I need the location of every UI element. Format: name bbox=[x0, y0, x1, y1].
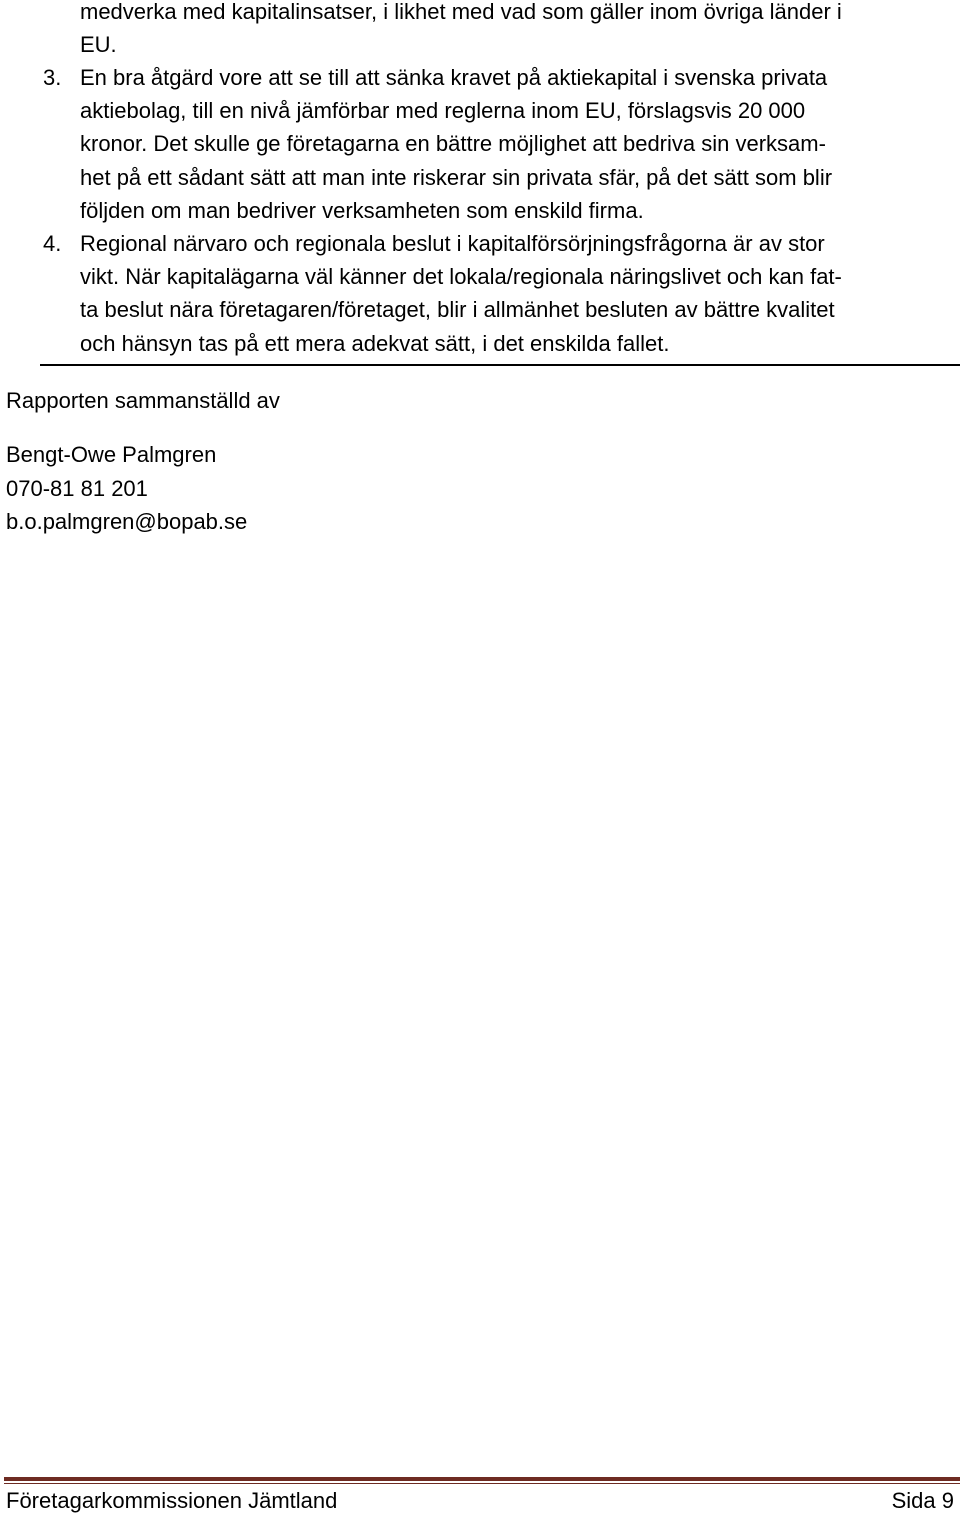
paragraph-line: aktiebolag, till en nivå jämförbar med reglerna inom EU, förslagsvis 20 000 bbox=[80, 98, 806, 123]
paragraph-line: het på ett sådant sätt att man inte riskerar sin privata sfär, på det sätt som blir bbox=[80, 165, 833, 190]
paragraph-line: vikt. När kapitalägarna väl känner det lokala/regionala näringslivet och kan fat- bbox=[80, 264, 842, 289]
section-divider bbox=[40, 364, 960, 366]
list-number-3: 3. bbox=[43, 65, 62, 90]
paragraph-line: följden om man bedriver verksamheten som enskild firma. bbox=[80, 198, 644, 223]
footer-page-number: Sida 9 bbox=[891, 1488, 954, 1513]
paragraph-line: ta beslut nära företagaren/företaget, blir i allmänhet besluten av bättre kvalitet bbox=[80, 297, 835, 322]
paragraph-line: och hänsyn tas på ett mera adekvat sätt, i det enskilda fallet. bbox=[80, 331, 670, 356]
paragraph-line: medverka med kapitalinsatser, i likhet med vad som gäller inom övriga länder i bbox=[80, 0, 842, 24]
author-phone: 070-81 81 201 bbox=[6, 476, 148, 501]
footer-divider bbox=[4, 1477, 960, 1481]
paragraph-line: En bra åtgärd vore att se till att sänka kravet på aktiekapital i svenska privata bbox=[80, 65, 828, 90]
paragraph-line: EU. bbox=[80, 32, 117, 57]
signature-heading: Rapporten sammanställd av bbox=[6, 388, 280, 413]
footer-divider-thin bbox=[4, 1483, 960, 1484]
author-email: b.o.palmgren@bopab.se bbox=[6, 509, 248, 534]
paragraph-line: kronor. Det skulle ge företagarna en bättre möjlighet att bedriva sin verksam- bbox=[80, 131, 826, 156]
footer-organization: Företagarkommissionen Jämtland bbox=[6, 1488, 338, 1513]
list-number-4: 4. bbox=[43, 231, 62, 256]
paragraph-line: Regional närvaro och regionala beslut i kapitalförsörjningsfrågorna är av stor bbox=[80, 231, 825, 256]
author-name: Bengt-Owe Palmgren bbox=[6, 442, 217, 467]
